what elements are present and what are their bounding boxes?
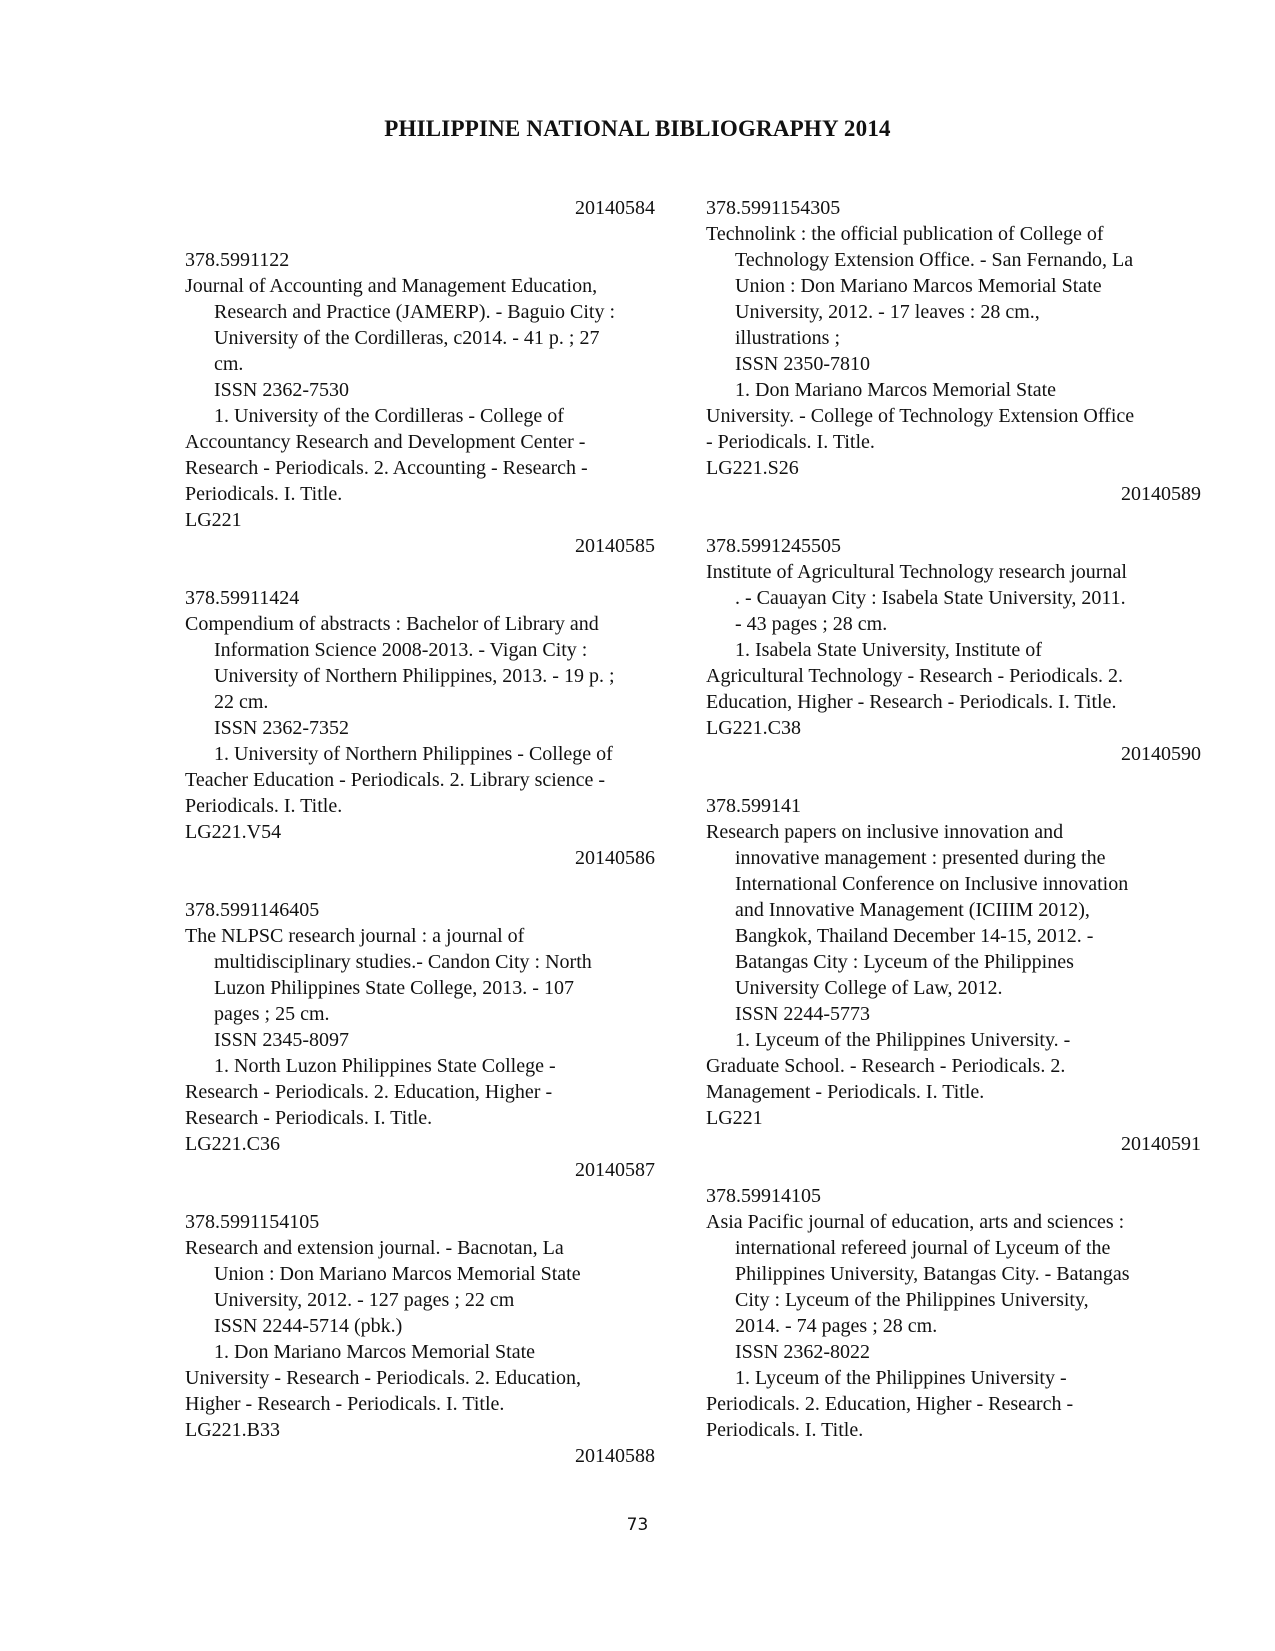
entry-line: ISSN 2345-8097 (214, 1029, 350, 1051)
entry-line: University College of Law, 2012. (735, 977, 1003, 999)
entry-line: ISSN 2350-7810 (735, 353, 871, 375)
entry-line: Union : Don Mariano Marcos Memorial State (735, 275, 1102, 297)
entry-line: Research - Periodicals. 2. Education, Higher - (185, 1081, 553, 1103)
entry-line: Bangkok, Thailand December 14-15, 2012. - (735, 925, 1094, 947)
entry-line: LG221.V54 (185, 821, 282, 843)
entry-line: LG221 (706, 1107, 763, 1129)
entry-line: 1. Lyceum of the Philippines University. - (735, 1029, 1071, 1051)
entry-line: cm. (214, 353, 244, 375)
entry-line: Information Science 2008-2013. - Vigan City : (214, 639, 588, 661)
entry-line: Philippines University, Batangas City. - Batangas (735, 1263, 1130, 1285)
entry-line: . - Cauayan City : Isabela State University, 2011. (735, 587, 1126, 609)
entry-line: international refereed journal of Lyceum of the (735, 1237, 1111, 1259)
record-number: 20140586 (575, 847, 655, 869)
entry-line: Periodicals. I. Title. (185, 483, 343, 505)
entry-line: Graduate School. - Research - Periodicals. 2. (706, 1055, 1066, 1077)
bibliography-column-left (185, 195, 655, 1469)
entry-line: 378.599141 (706, 795, 801, 817)
record-number: 20140588 (575, 1445, 655, 1467)
entry-line: The NLPSC research journal : a journal of (185, 925, 525, 947)
entry-line: Teacher Education - Periodicals. 2. Library science - (185, 769, 606, 791)
entry-line: University, 2012. - 127 pages ; 22 cm (214, 1289, 515, 1311)
entry-line: 1. Lyceum of the Philippines University - (735, 1367, 1067, 1389)
entry-line: 378.5991154105 (185, 1211, 320, 1233)
blank-line (706, 507, 1201, 533)
record-number: 20140589 (1121, 483, 1201, 505)
entry-line: Luzon Philippines State College, 2013. - 107 (214, 977, 574, 999)
entry-line: 2014. - 74 pages ; 28 cm. (735, 1315, 938, 1337)
entry-line: Research papers on inclusive innovation and (706, 821, 1064, 843)
entry-line: multidisciplinary studies.- Candon City : North (214, 951, 592, 973)
entry-line: University of the Cordilleras, c2014. - 41 p. ; 27 (214, 327, 600, 349)
bibliography-column-right (706, 195, 1201, 1443)
entry-line: University. - College of Technology Extension Office (706, 405, 1135, 427)
entry-line: 1. North Luzon Philippines State College - (214, 1055, 556, 1077)
record-number: 20140587 (575, 1159, 655, 1181)
entry-line: Institute of Agricultural Technology research journal (706, 561, 1127, 583)
entry-line: City : Lyceum of the Philippines University, (735, 1289, 1089, 1311)
blank-line (185, 559, 655, 585)
entry-line: ISSN 2362-7352 (214, 717, 350, 739)
entry-line: Periodicals. I. Title. (706, 1419, 864, 1441)
blank-line (185, 871, 655, 897)
entry-line: - 43 pages ; 28 cm. (735, 613, 888, 635)
record-number: 20140590 (1121, 743, 1201, 765)
blank-line (706, 1157, 1201, 1183)
entry-line: University - Research - Periodicals. 2. Education, (185, 1367, 581, 1389)
entry-line: pages ; 25 cm. (214, 1003, 330, 1025)
blank-line (706, 767, 1201, 793)
record-number: 20140584 (575, 197, 655, 219)
entry-line: Asia Pacific journal of education, arts and sciences : (706, 1211, 1125, 1233)
entry-line: Technolink : the official publication of College of (706, 223, 1104, 245)
entry-line: Higher - Research - Periodicals. I. Title. (185, 1393, 505, 1415)
entry-line: 1. Don Mariano Marcos Memorial State (214, 1341, 536, 1363)
entry-line: 378.59911424 (185, 587, 300, 609)
blank-line (185, 221, 655, 247)
entry-line: innovative management : presented during the (735, 847, 1106, 869)
entry-line: illustrations ; (735, 327, 840, 349)
entry-line: University of Northern Philippines, 2013. - 19 p. ; (214, 665, 615, 687)
entry-line: University, 2012. - 17 leaves : 28 cm., (735, 301, 1040, 323)
entry-line: Research - Periodicals. I. Title. (185, 1107, 433, 1129)
entry-line: 1. University of Northern Philippines - College of (214, 743, 613, 765)
entry-line: LG221 (185, 509, 242, 531)
record-number: 20140591 (1121, 1133, 1201, 1155)
blank-line (185, 1183, 655, 1209)
entry-line: ISSN 2362-8022 (735, 1341, 871, 1363)
entry-line: Education, Higher - Research - Periodicals. I. Title. (706, 691, 1117, 713)
entry-line: Accountancy Research and Development Center - (185, 431, 586, 453)
entry-line: Agricultural Technology - Research - Periodicals. 2. (706, 665, 1123, 687)
entry-line: and Innovative Management (ICIIIM 2012), (735, 899, 1090, 921)
page-number: 73 (626, 1515, 649, 1535)
entry-line: Batangas City : Lyceum of the Philippines (735, 951, 1074, 973)
entry-line: 1. Don Mariano Marcos Memorial State (735, 379, 1057, 401)
entry-line: ISSN 2244-5714 (pbk.) (214, 1315, 403, 1337)
entry-line: Periodicals. I. Title. (185, 795, 343, 817)
entry-line: LG221.C38 (706, 717, 801, 739)
entry-line: Research - Periodicals. 2. Accounting - Research - (185, 457, 588, 479)
entry-line: 378.5991122 (185, 249, 290, 271)
record-number: 20140585 (575, 535, 655, 557)
entry-line: 378.59914105 (706, 1185, 821, 1207)
entry-line: Research and extension journal. - Bacnotan, La (185, 1237, 564, 1259)
entry-line: Technology Extension Office. - San Fernando, La (735, 249, 1134, 271)
entry-line: Research and Practice (JAMERP). - Baguio City : (214, 301, 616, 323)
entry-line: 378.5991146405 (185, 899, 320, 921)
entry-line: 378.5991245505 (706, 535, 841, 557)
entry-line: International Conference on Inclusive innovation (735, 873, 1129, 895)
entry-line: Periodicals. 2. Education, Higher - Research - (706, 1393, 1074, 1415)
page-title: PHILIPPINE NATIONAL BIBLIOGRAPHY 2014 (384, 116, 891, 141)
entry-line: 1. University of the Cordilleras - College of (214, 405, 564, 427)
entry-line: LG221.S26 (706, 457, 799, 479)
entry-line: Journal of Accounting and Management Education, (185, 275, 598, 297)
entry-line: ISSN 2362-7530 (214, 379, 350, 401)
entry-line: 22 cm. (214, 691, 269, 713)
entry-line: Compendium of abstracts : Bachelor of Library and (185, 613, 599, 635)
entry-line: - Periodicals. I. Title. (706, 431, 875, 453)
entry-line: 378.5991154305 (706, 197, 841, 219)
entry-line: LG221.C36 (185, 1133, 280, 1155)
entry-line: Management - Periodicals. I. Title. (706, 1081, 985, 1103)
entry-line: 1. Isabela State University, Institute of (735, 639, 1042, 661)
entry-line: Union : Don Mariano Marcos Memorial State (214, 1263, 581, 1285)
entry-line: LG221.B33 (185, 1419, 280, 1441)
entry-line: ISSN 2244-5773 (735, 1003, 871, 1025)
